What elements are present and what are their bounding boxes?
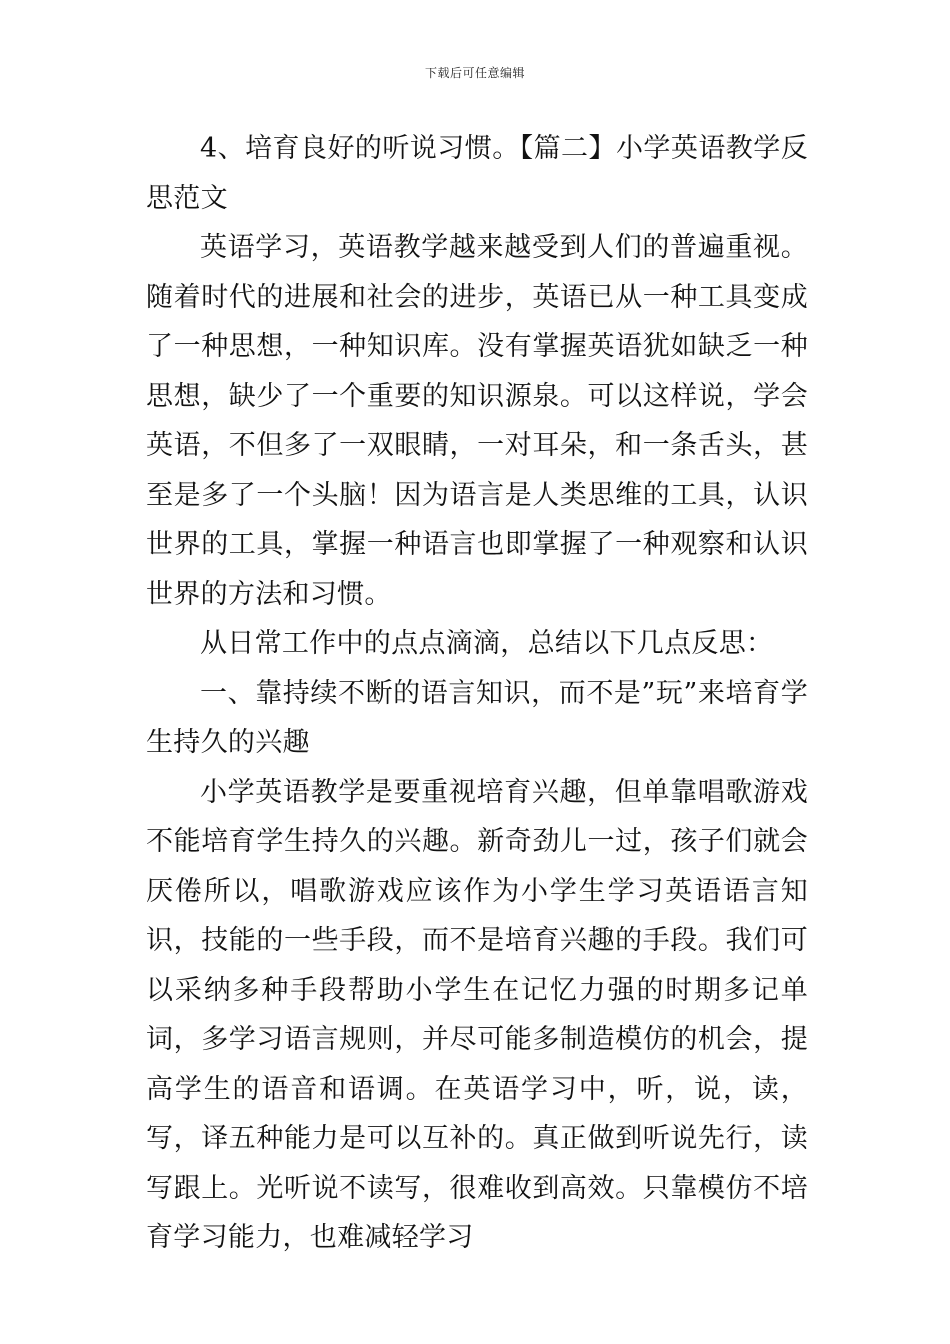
page-header-note: 下载后可任意编辑 (424, 66, 525, 80)
paragraph-intro: 英语学习，英语教学越来越受到人们的普遍重视。随着时代的进展和社会的进步，英语已从一种工具变成了一种思想，一种知识库。没有掌握英语犹如缺乏一种思想，缺少了一个重要的知识源泉。可以这样说，学会英语，不但多了一双眼睛，一对耳朵，和一条舌头，甚至是多了一个头脑！因为语言是人类思维的工具，认识世界的工具，掌握一种语言也即掌握了一种观察和认识世界的方法和习惯。 (146, 232, 808, 610)
section-heading-one: 一、靠持续不断的语言知识，而不是”玩”来培育学生持久的兴趣 (146, 677, 808, 758)
paragraph-body: 小学英语教学是要重视培育兴趣，但单靠唱歌游戏不能培育学生持久的兴趣。新奇劲儿一过，孩子们就会厌倦所以，唱歌游戏应该作为小学生学习英语语言知识，技能的一些手段，而不是培育兴趣的手段。我们可以采纳多种手段帮助小学生在记忆力强的时期多记单词，多学习语言规则，并尽可能多制造模仿的机会，提高学生的语音和语调。在英语学习中，听，说，读，写，译五种能力是可以互补的。真正做到听说先行，读写跟上。光听说不读写，很难收到高效。只靠模仿不培育学习能力，也难减轻学习 (146, 776, 808, 1253)
document-body (146, 124, 808, 1263)
paragraph-item-point-4-and-title: 4、培育良好的听说习惯。【篇二】小学英语教学反思范文 (146, 133, 808, 214)
paragraph-summary-lead: 从日常工作中的点点滴滴，总结以下几点反思： (200, 628, 774, 659)
